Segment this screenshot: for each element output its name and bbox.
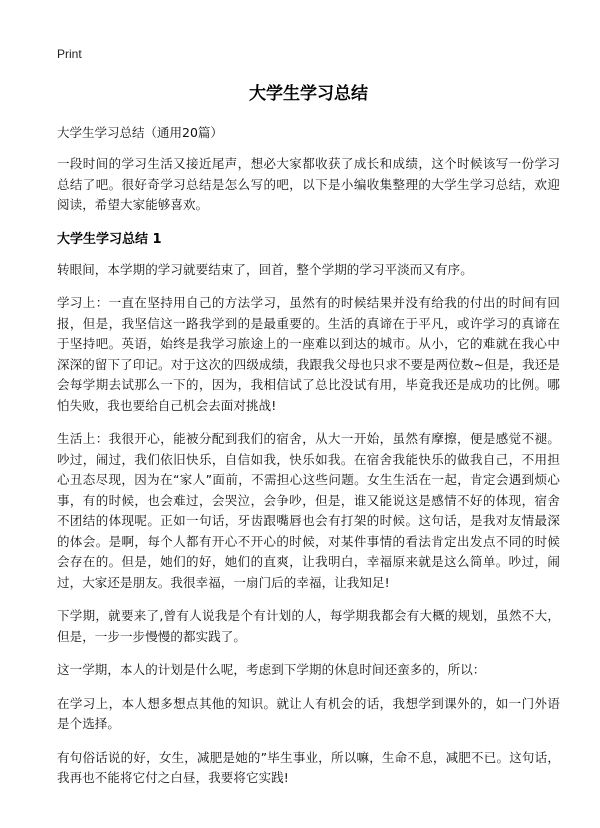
body-paragraph: 在学习上，本人想多想点其他的知识。就让人有机会的话，我想学到课外的，如一门外语是个选择。 bbox=[57, 695, 560, 731]
body-paragraph: 生活上：我很开心，能被分配到我们的宿舍，从大一开始，虽然有摩擦，便是感觉不褪。吵过，闹过，我们依旧快乐，自信如我，快乐如我。在宿舍我能快乐的做我自己，不用担心丑态尽现，因为在“家人”面前，不需担心这些问题。女生生活在一起，肯定会遇到烦心事，有的时候，也会难过，会哭泣，会争吵，但是，谁又能说这是感情不好的体现，宿舍不团结的体现呢。正如一句话，牙齿跟嘴唇也会有打架的时候。这句话，是我对友情最深的体会。是啊，每个人都有开心不开心的时候，对某件事情的看法肯定出发点不同的时候会存在的。但是，她们的好，她们的直爽，让我明白，幸福原来就是这么简单。吵过，闹过，大家还是朋友。我很幸福，一扇门后的幸福，让我知足! bbox=[57, 431, 560, 590]
body-paragraph: 学习上：一直在坚持用自己的方法学习，虽然有的时候结果并没有给我的付出的时间有回报，但是，我坚信这一路我学到的是最重要的。生活的真谛在于平凡，或许学习的真谛在于坚持吧。英语，始终是我学习旅途上的一座难以到达的城市。从小，它的难就在我心中深深的留下了印记。对于这次的四级成绩，我跟我父母也只求不要是两位数~但是，我还是会每学期去试那么一下的，因为，我相信试了总比没试有用，毕竟我还是成功的比例。哪怕失败，我也要给自己机会去面对挑战! bbox=[57, 295, 560, 413]
section-heading: 大学生学习总结 1 bbox=[57, 231, 162, 247]
print-link[interactable]: Print bbox=[57, 47, 82, 61]
document-subtitle: 大学生学习总结（通用20篇） bbox=[57, 125, 223, 140]
body-paragraph: 下学期，就要来了,曾有人说我是个有计划的人，每学期我都会有大概的规划，虽然不大，但是，一步一步慢慢的都实践了。 bbox=[57, 608, 560, 644]
body-paragraph: 有句俗话说的好，女生，减肥是她的”毕生事业，所以嘛，生命不息，减肥不已。这句话，我再也不能将它付之白昼，我要将它实践! bbox=[57, 749, 560, 785]
body-paragraph: 转眼间，本学期的学习就要结束了，回首，整个学期的学习平淡而又有序。 bbox=[57, 261, 473, 277]
intro-paragraph: 一段时间的学习生活又接近尾声，想必大家都收获了成长和成绩，这个时候该写一份学习总结了吧。很好奇学习总结是怎么写的吧，以下是小编收集整理的大学生学习总结，欢迎阅读，希望大家能够喜欢。 bbox=[57, 156, 560, 212]
body-paragraph: 这一学期，本人的计划是什么呢，考虑到下学期的休息时间还蛮多的，所以： bbox=[57, 662, 486, 677]
document-title: 大学生学习总结 bbox=[249, 84, 368, 104]
